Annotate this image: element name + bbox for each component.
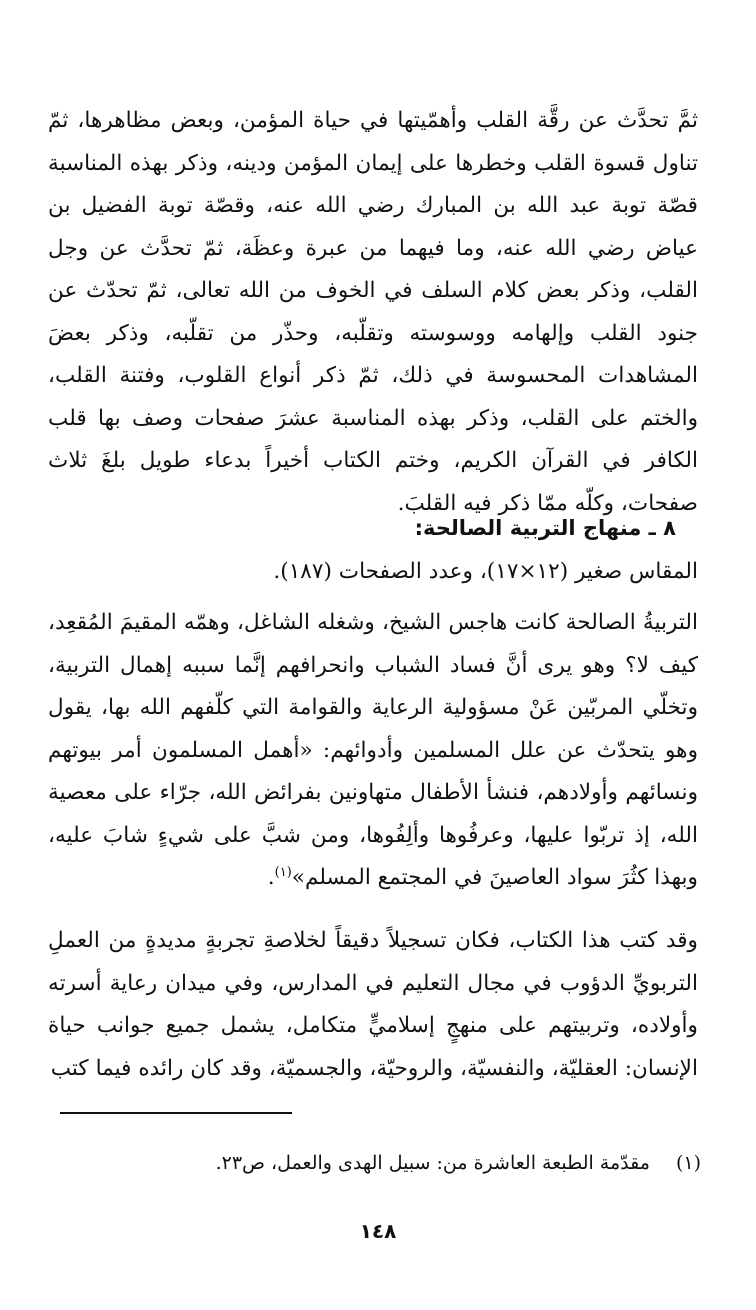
book-size-info: المقاس صغير (١٢×١٧)، وعدد الصفحات (١٨٧).	[273, 559, 698, 584]
footnote-divider	[60, 1112, 292, 1114]
footnote-reference[interactable]: (١)	[274, 864, 292, 880]
paragraph-upbringing-text: التربيةُ الصالحة كانت هاجس الشيخ، وشغله الشاغل، وهمّه المقيمَ المُقعِد، كيف لا؟ وهو يرى أنَّ فساد الشباب وانحرافهم إنَّما سببه إهمال التربية، وتخلّي المربّين عَنْ مسؤولية الرعاية والقوامة التي كلّفهم الله بها، يقول وهو يتحدّث عن علل المسلمين وأدوائهم: «أهمل المسلمون أمر بيوتهم ونسائهم وأولادهم، فنشأ الأطفال متهاونين بفرائض الله، جرّاء على معصية الله، إذ تربّوا عليها، وعرفُوها وألِفُوها، ومن شبَّ على شيءٍ شابَ عليه، وبهذا كثُرَ سواد العاصينَ في المجتمع المسلم»	[48, 610, 698, 890]
page-number: ١٤٨	[359, 1219, 397, 1243]
footnote	[51, 1146, 701, 1180]
footnote-number: (١)	[675, 1152, 701, 1174]
paragraph-book-summary: ثمَّ تحدَّث عن رقَّة القلب وأهمّيتها في حياة المؤمن، وبعض مظاهرها، ثمّ تناول قسوة القلب وخطرها على إيمان المؤمن ودينه، وذكر بهذه المناسبة قصّة توبة عبد الله بن المبارك رضي الله عنه، وقصّة توبة الفضيل بن عياض رضي الله عنه، وما فيهما من عبرة وعظَة، ثمّ تحدَّث عن وجل القلب، وذكر بعض كلام السلف في الخوف من الله تعالى، ثمّ تحدّث عن جنود القلب وإلهامه ووسوسته وتقلّبه، وحذّر من تقلّبه، وذكر بعضَ المشاهدات المحسوسة في ذلك، ثمّ ذكر أنواع القلوب، وفتنة القلب، والختم على القلب، وذكر بهذه المناسبة عشرَ صفحات وصف بها قلب الكافر في القرآن الكريم، وختم الكتاب أخيراً بدعاء طويل بلغَ ثلاث صفحات، وكلّه ممّا ذكر فيه القلبَ.	[48, 108, 698, 516]
paragraph-end-mark: .	[267, 865, 275, 890]
paragraph-book-content: وقد كتب هذا الكتاب، فكان تسجيلاً دقيقاً لخلاصةِ تجربةٍ مديدةٍ من العملِ التربويِّ الدؤوب في مجال التعليم في المدارس، وفي ميدان رعاية أسرته وأولاده، وتربيتهم على منهجٍ إسلاميٍّ متكامل، يشمل جميع جوانب حياة الإنسان: العقليّة، والنفسيّة، والروحيّة، والجسميّة، وقد كان رائده فيما كتب	[48, 928, 698, 1081]
paragraph-upbringing	[48, 602, 698, 900]
footnote-text: مقدّمة الطبعة العاشرة من: سبيل الهدى والعمل، ص٢٣.	[215, 1152, 650, 1174]
section-heading: ٨ ـ منهاج التربية الصالحة:	[414, 516, 676, 540]
